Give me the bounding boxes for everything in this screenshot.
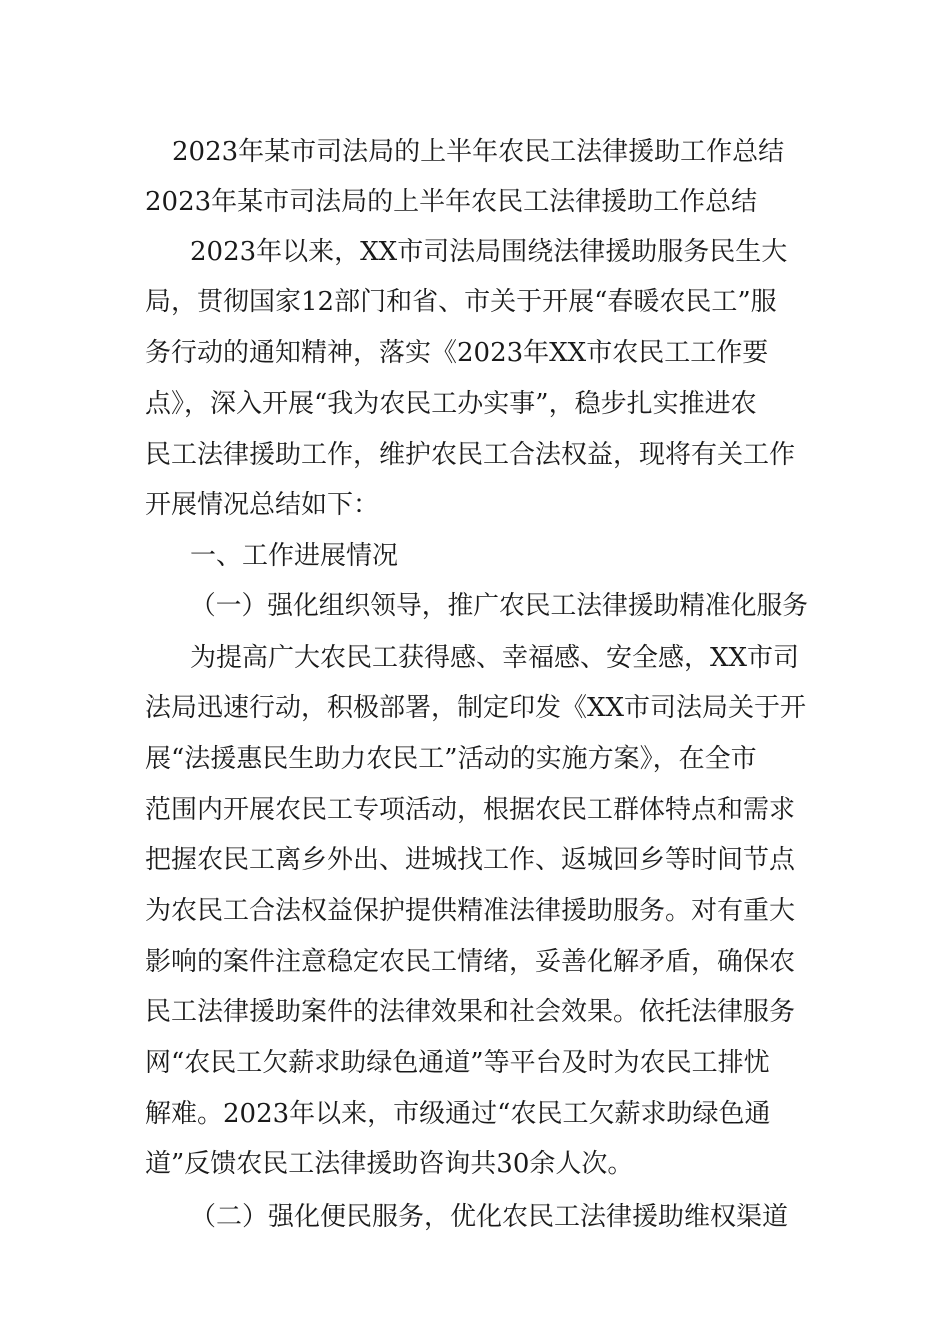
subsection-1-line-1: 为提高广大农民工获得感、幸福感、安全感，XX市司 — [190, 643, 800, 673]
subsection-1-line-5: 把握农民工离乡外出、进城找工作、返城回乡等时间节点 — [145, 845, 796, 875]
subsection-1-line-9: 网“农民工欠薪求助绿色通道”等平台及时为农民工排忧 — [145, 1048, 770, 1078]
intro-line-5: 民工法律援助工作，维护农民工合法权益，现将有关工作 — [145, 440, 796, 470]
intro-line-2: 局，贯彻国家12部门和省、市关于开展“春暖农民工”服 — [145, 287, 777, 317]
subsection-1-line-4: 范围内开展农民工专项活动，根据农民工群体特点和需求 — [145, 795, 796, 825]
intro-line-3: 务行动的通知精神，落实《2023年XX市农民工工作要 — [145, 338, 769, 368]
subsection-1-line-11: 道”反馈农民工法律援助咨询共30余人次。 — [145, 1149, 634, 1179]
document-title: 2023年某市司法局的上半年农民工法律援助工作总结 — [172, 137, 785, 167]
subsection-1-line-10: 解难。2023年以来，市级通过“农民工欠薪求助绿色通 — [145, 1099, 771, 1129]
intro-line-6: 开展情况总结如下： — [145, 490, 380, 520]
document-title-repeat: 2023年某市司法局的上半年农民工法律援助工作总结 — [145, 187, 758, 217]
intro-line-1: 2023年以来，XX市司法局围绕法律援助服务民生大 — [190, 237, 788, 267]
intro-line-4: 点》，深入开展“我为农民工办实事”，稳步扎实推进农 — [145, 389, 757, 419]
subsection-2-heading: （二）强化便民服务，优化农民工法律援助维权渠道 — [190, 1202, 789, 1232]
subsection-1-line-8: 民工法律援助案件的法律效果和社会效果。依托法律服务 — [145, 997, 796, 1027]
subsection-1-line-7: 影响的案件注意稳定农民工情绪，妥善化解矛盾，确保农 — [145, 947, 796, 977]
section-1-heading: 一、工作进展情况 — [190, 541, 399, 571]
subsection-1-heading: （一）强化组织领导，推广农民工法律援助精准化服务 — [190, 591, 809, 621]
subsection-1-line-3: 展“法援惠民生助力农民工”活动的实施方案》，在全市 — [145, 744, 757, 774]
subsection-1-line-6: 为农民工合法权益保护提供精准法律援助服务。对有重大 — [145, 896, 796, 926]
subsection-1-line-2: 法局迅速行动，积极部署，制定印发《XX市司法局关于开 — [145, 693, 807, 723]
